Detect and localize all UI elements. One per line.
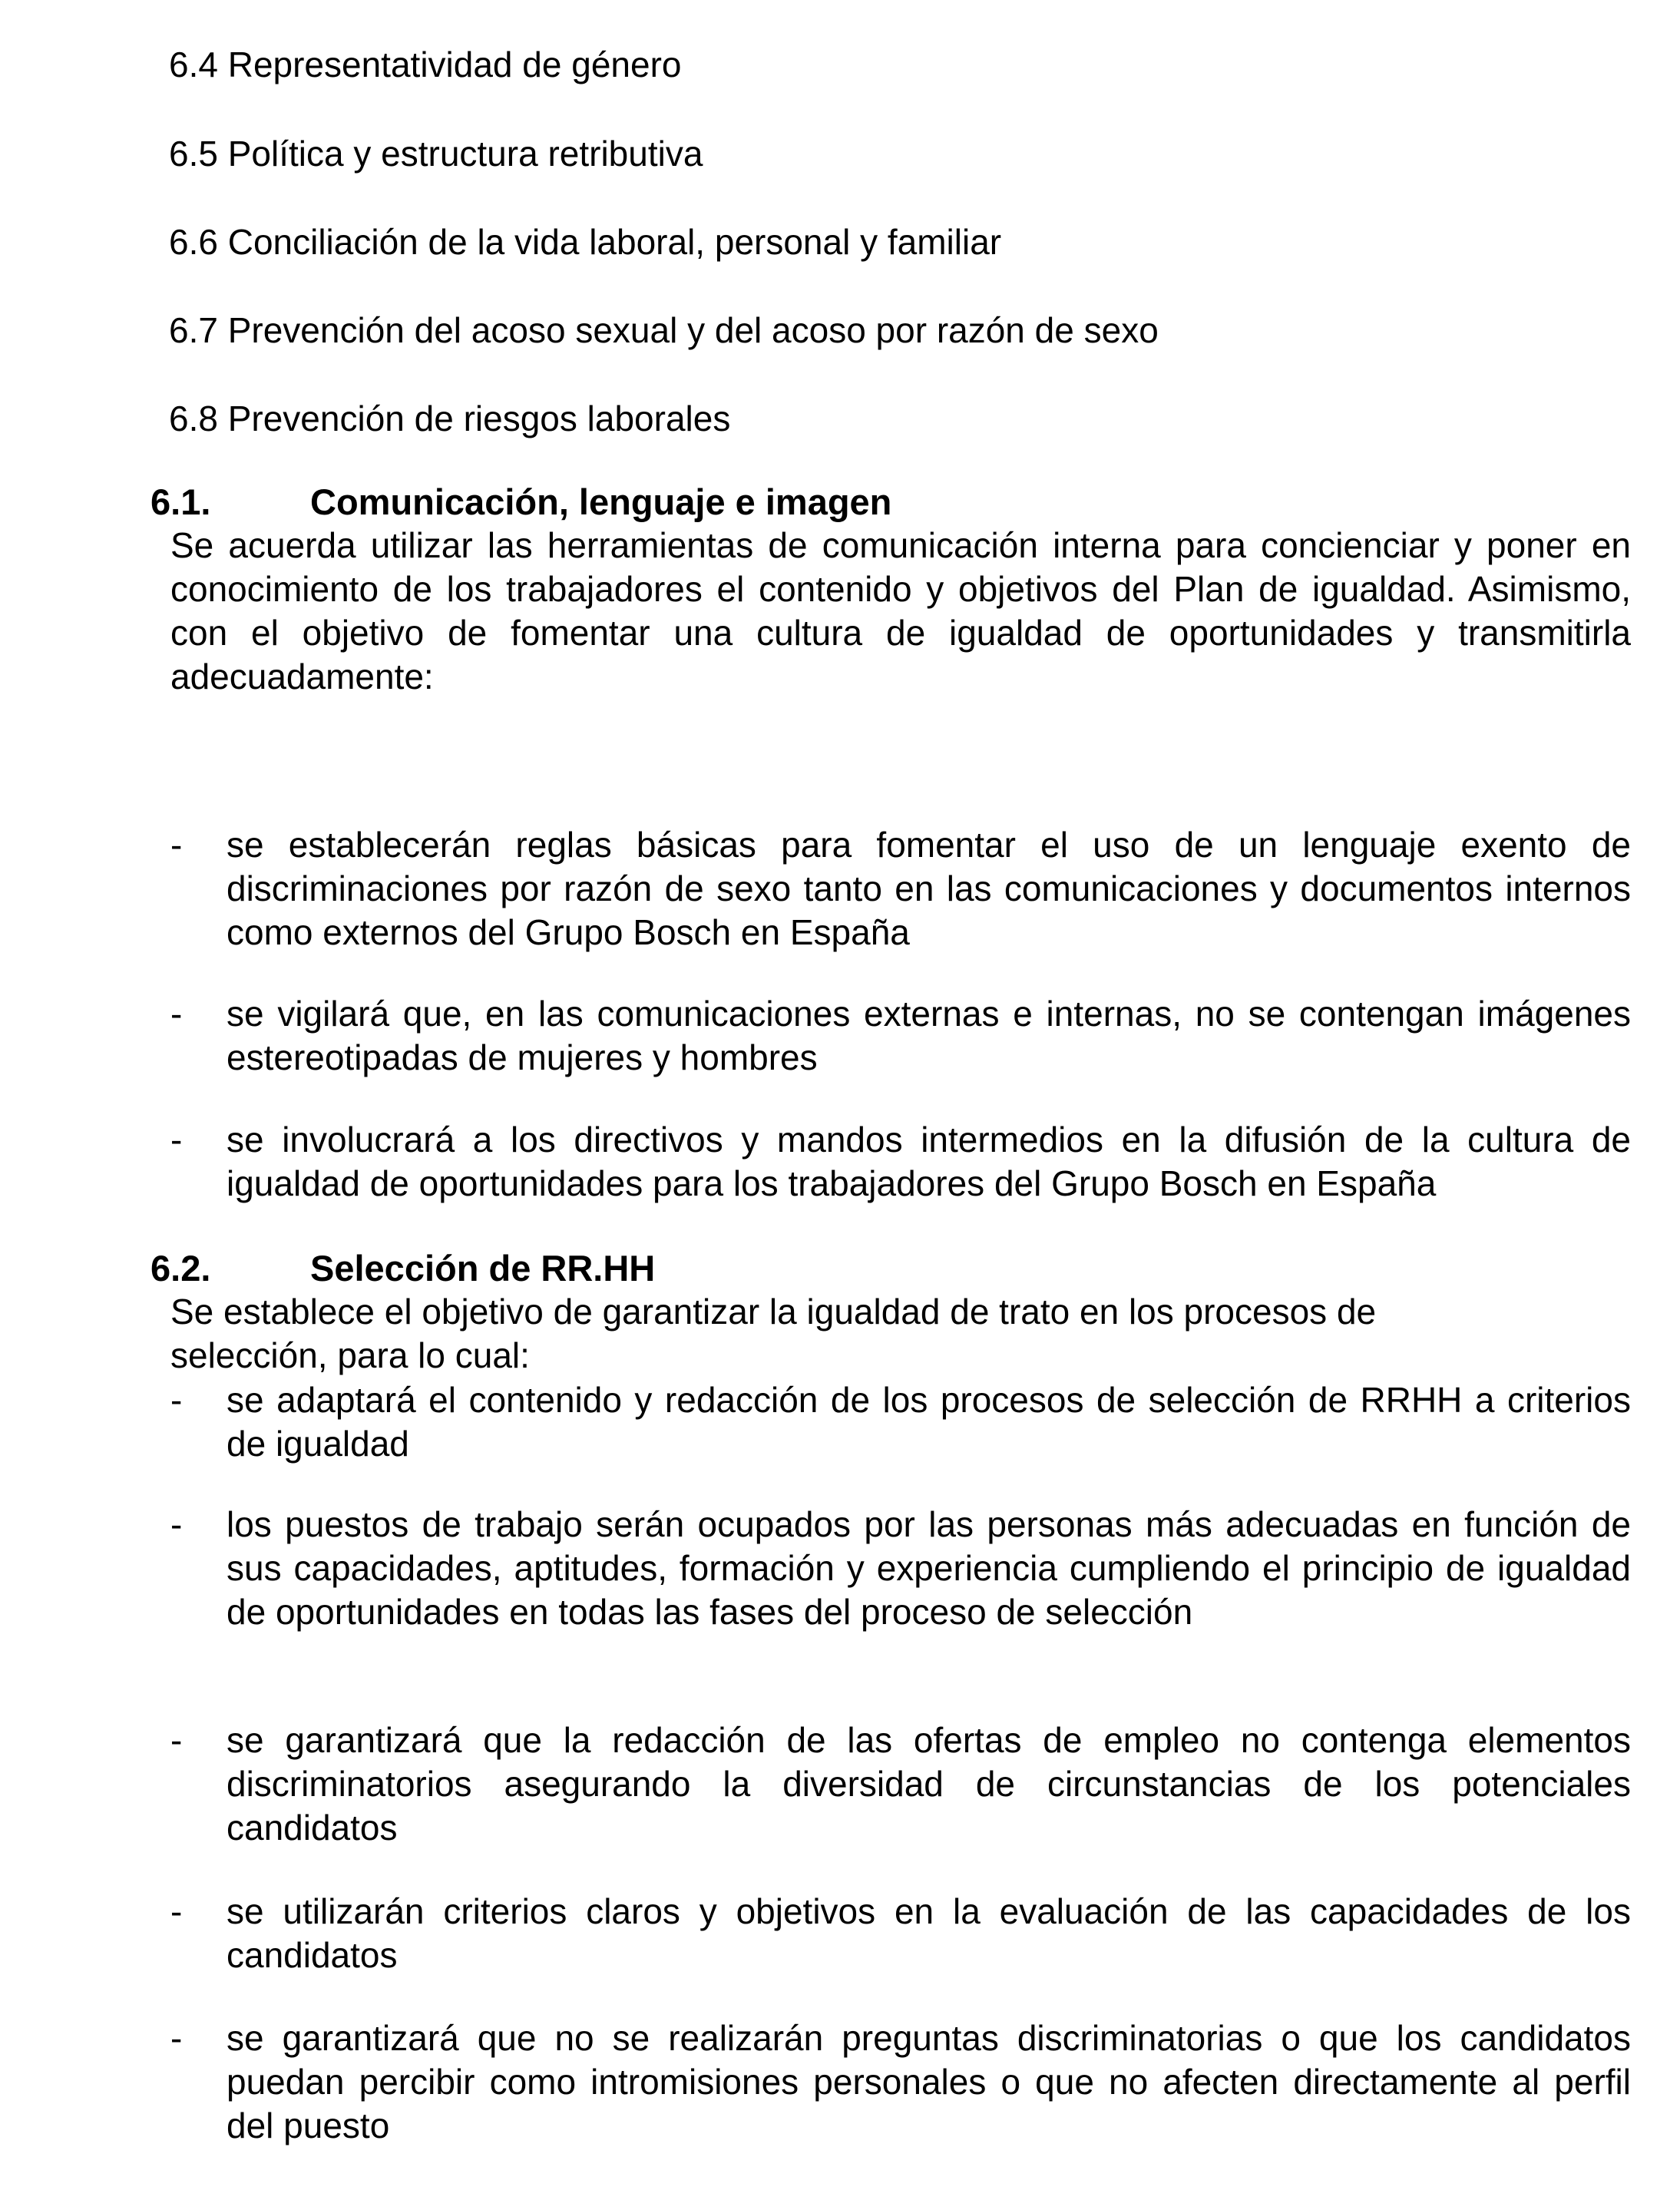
section-title: Comunicación, lenguaje e imagen xyxy=(310,481,892,522)
list-item xyxy=(170,1378,1631,1466)
bullet-dash: - xyxy=(170,1380,183,1420)
list-item xyxy=(170,1719,1631,1850)
list-item-text: se involucrará a los directivos y mandos intermedios en la difusión de la cultura de igualdad de oportunidades para los trabajadores del Grupo Bosch en España xyxy=(227,1120,1631,1203)
bullet-dash: - xyxy=(170,2018,183,2058)
section-heading-6-2 xyxy=(150,1247,655,1290)
bullet-dash: - xyxy=(170,1720,183,1760)
list-item xyxy=(170,1503,1631,1634)
list-item-text: se establecerán reglas básicas para fomentar el uso de un lenguaje exento de discriminaciones por razón de sexo tanto en las comunicaciones y documentos internos como externos del Grupo Bosch en España xyxy=(227,825,1631,952)
list-item-text: se utilizarán criterios claros y objetivos en la evaluación de las capacidades de los candidatos xyxy=(227,1891,1631,1975)
toc-item-6-7: 6.7 Prevención del acoso sexual y del acoso por razón de sexo xyxy=(169,310,1159,350)
list-item-text: se vigilará que, en las comunicaciones externas e internas, no se contengan imágenes estereotipadas de mujeres y hombres xyxy=(227,994,1631,1077)
list-item xyxy=(170,1890,1631,1977)
list-item-text: se adaptará el contenido y redacción de los procesos de selección de RRHH a criterios de igualdad xyxy=(227,1380,1631,1464)
list-item xyxy=(170,2016,1631,2148)
section-number: 6.2. xyxy=(150,1248,211,1289)
toc-item-6-4: 6.4 Representatividad de género xyxy=(169,45,682,84)
list-item xyxy=(170,1118,1631,1206)
section-intro-6-1: Se acuerda utilizar las herramientas de comunicación interna para concienciar y poner en conocimiento de los trabajadores el contenido y objetivos del Plan de igualdad. Asimismo, con el objetivo de fomentar una cultura de igualdad de oportunidades y transmitirla adecuadamente: xyxy=(170,525,1631,696)
toc-item-6-5: 6.5 Política y estructura retributiva xyxy=(169,134,703,174)
section-heading-6-1 xyxy=(150,481,891,524)
list-item xyxy=(170,992,1631,1080)
list-item xyxy=(170,823,1631,954)
bullet-dash: - xyxy=(170,1120,183,1160)
section-intro-6-2: Se establece el objetivo de garantizar la igualdad de trato en los procesos de selección, para lo cual: xyxy=(170,1292,1377,1375)
section-number: 6.1. xyxy=(150,481,211,522)
bullet-dash: - xyxy=(170,1891,183,1931)
bullet-dash: - xyxy=(170,1504,183,1544)
section-title: Selección de RR.HH xyxy=(310,1248,656,1289)
list-item-text: los puestos de trabajo serán ocupados por las personas más adecuadas en función de sus capacidades, aptitudes, formación y experiencia cumpliendo el principio de igualdad de oportunidades en todas las fases del proceso de selección xyxy=(227,1504,1631,1632)
toc-item-6-8: 6.8 Prevención de riesgos laborales xyxy=(169,399,731,438)
bullet-dash: - xyxy=(170,994,183,1034)
bullet-dash: - xyxy=(170,825,183,865)
list-item-text: se garantizará que la redacción de las ofertas de empleo no contenga elementos discriminatorios asegurando la diversidad de circunstancias de los potenciales candidatos xyxy=(227,1720,1631,1848)
toc-item-6-6: 6.6 Conciliación de la vida laboral, personal y familiar xyxy=(169,222,1002,262)
list-item-text: se garantizará que no se realizarán preguntas discriminatorias o que los candidatos puedan percibir como intromisiones personales o que no afecten directamente al perfil del puesto xyxy=(227,2018,1631,2145)
